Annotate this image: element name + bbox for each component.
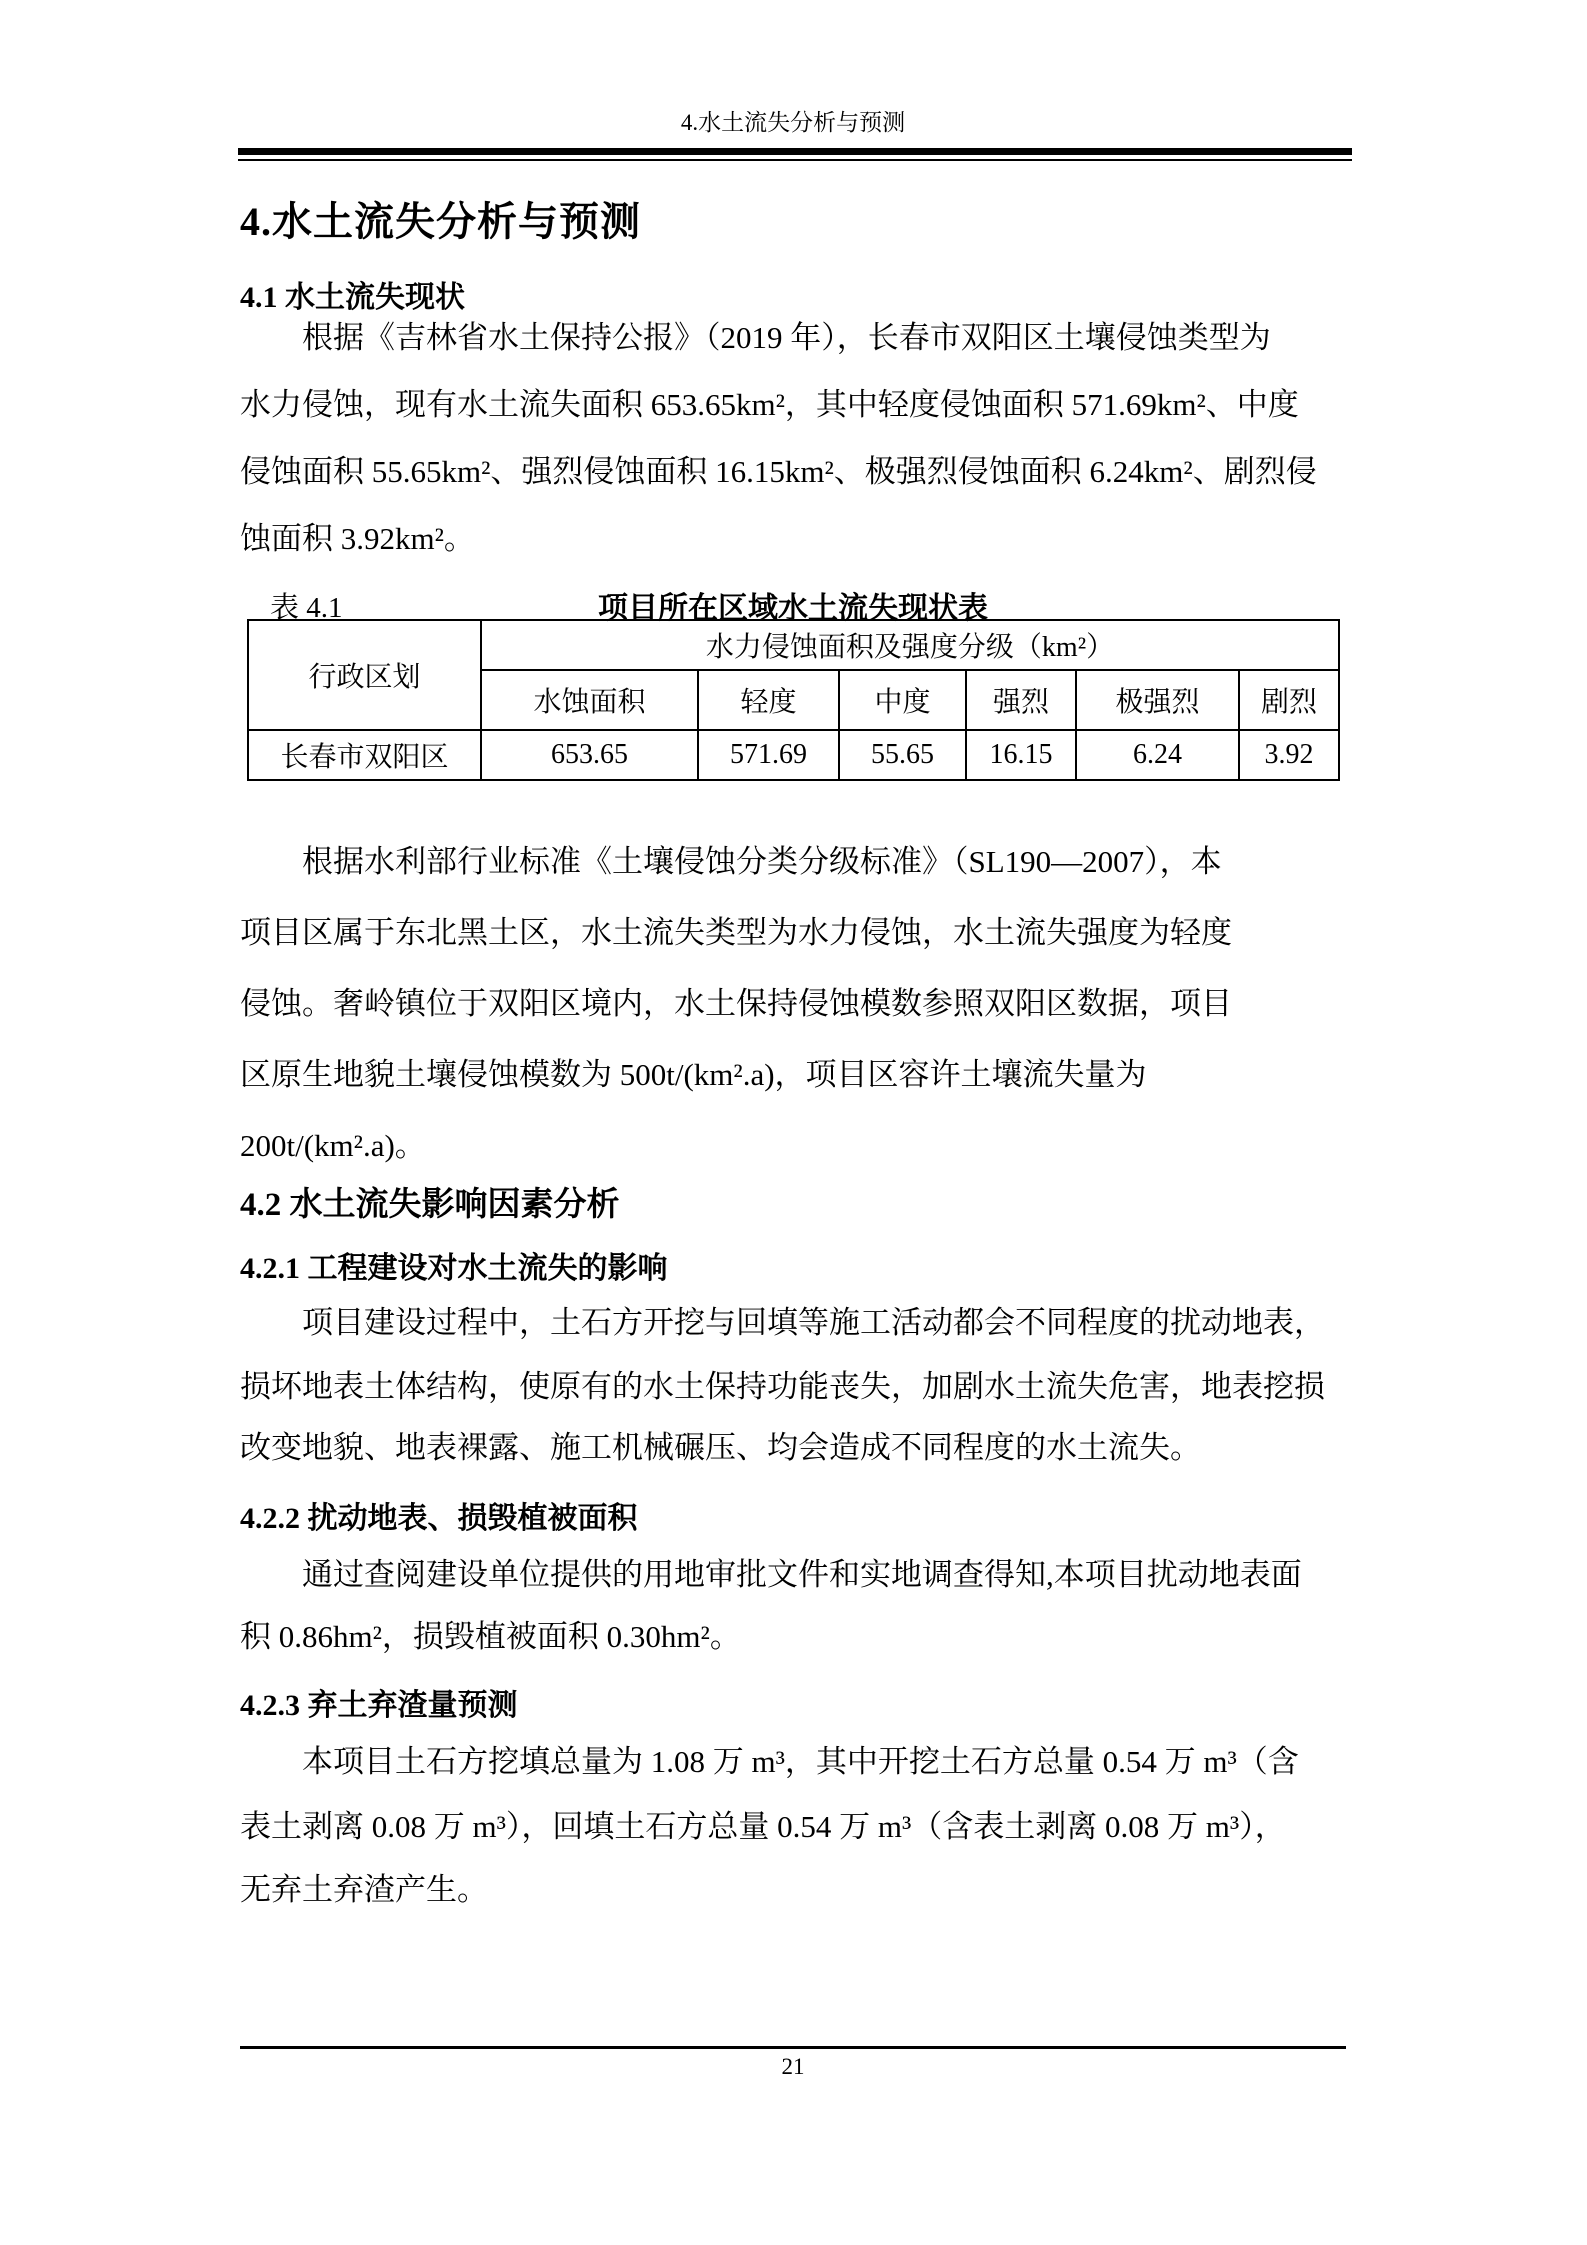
table-value-cell: 16.15 <box>966 730 1076 780</box>
paragraph-line: 通过查阅建设单位提供的用地审批文件和实地调查得知,本项目扰动地表面 <box>302 1557 1302 1592</box>
page-number: 21 <box>781 2054 805 2079</box>
paragraph-line: 改变地貌、地表裸露、施工机械碾压、均会造成不同程度的水土流失。 <box>240 1430 1201 1465</box>
table-col-header-cell: 水蚀面积 <box>481 670 698 730</box>
section-heading-4-2: 4.2 水土流失影响因素分析 <box>240 1187 620 1223</box>
erosion-status-table <box>247 619 1340 781</box>
paragraph-line: 200t/(km².a)。 <box>240 1128 426 1163</box>
table-col-header-cell: 剧烈 <box>1239 670 1339 730</box>
table-value-cell: 6.24 <box>1076 730 1239 780</box>
section-heading-4-2-3: 4.2.3 弃土弃渣量预测 <box>240 1689 518 1722</box>
paragraph-line: 表土剥离 0.08 万 m³），回填土石方总量 0.54 万 m³（含表土剥离 0.08 万 m³）， <box>240 1809 1286 1844</box>
paragraph-line: 项目建设过程中，土石方开挖与回填等施工活动都会不同程度的扰动地表， <box>302 1305 1325 1340</box>
header-rule-thick <box>238 148 1352 155</box>
paragraph-line: 侵蚀面积 55.65km²、强烈侵蚀面积 16.15km²、极强烈侵蚀面积 6.24km²、剧烈侵 <box>240 454 1317 489</box>
paragraph-line: 损坏地表土体结构，使原有的水土保持功能丧失，加剧水土流失危害，地表挖损 <box>240 1369 1325 1404</box>
table-value-cell: 653.65 <box>481 730 698 780</box>
paragraph-line: 侵蚀。奢岭镇位于双阳区境内，水土保持侵蚀模数参照双阳区数据，项目 <box>240 986 1232 1021</box>
table-row-header-cell: 行政区划 <box>248 620 481 730</box>
paragraph-line: 区原生地貌土壤侵蚀模数为 500t/(km².a)，项目区容许土壤流失量为 <box>240 1057 1147 1092</box>
paragraph-line: 积 0.86hm²，损毁植被面积 0.30hm²。 <box>240 1619 741 1654</box>
table-col-header-cell: 强烈 <box>966 670 1076 730</box>
table-value-cell: 571.69 <box>698 730 839 780</box>
section-heading-4-2-2: 4.2.2 扰动地表、损毁植被面积 <box>240 1502 638 1535</box>
table-caption-label: 表 4.1 <box>270 592 343 624</box>
paragraph-line: 项目区属于东北黑土区，水土流失类型为水力侵蚀，水土流失强度为轻度 <box>240 915 1232 950</box>
table-col-header-cell: 轻度 <box>698 670 839 730</box>
table-value-cell: 3.92 <box>1239 730 1339 780</box>
section-heading-4-2-1: 4.2.1 工程建设对水土流失的影响 <box>240 1252 668 1285</box>
paragraph-line: 本项目土石方挖填总量为 1.08 万 m³，其中开挖土石方总量 0.54 万 m³（含 <box>302 1744 1299 1779</box>
footer-rule <box>240 2046 1346 2049</box>
table-col-header-cell: 极强烈 <box>1076 670 1239 730</box>
paragraph-line: 根据《吉林省水土保持公报》（2019 年），长春市双阳区土壤侵蚀类型为 <box>302 320 1271 355</box>
table-value-cell: 55.65 <box>839 730 966 780</box>
table-col-group-header-cell: 水力侵蚀面积及强度分级（km²） <box>481 620 1339 670</box>
table-region-cell: 长春市双阳区 <box>248 730 481 780</box>
paragraph-line: 无弃土弃渣产生。 <box>240 1872 488 1907</box>
paragraph-line: 蚀面积 3.92km²。 <box>240 521 475 556</box>
paragraph-line: 根据水利部行业标准《土壤侵蚀分类分级标准》（SL190—2007），本 <box>302 844 1222 879</box>
header-rule-thin <box>238 159 1352 161</box>
section-heading-4-1: 4.1 水土流失现状 <box>240 281 465 314</box>
running-header: 4.水土流失分析与预测 <box>680 110 906 135</box>
table-caption-title: 项目所在区域水土流失现状表 <box>598 592 988 625</box>
table-row <box>248 730 1339 780</box>
chapter-title: 4.水土流失分析与预测 <box>240 199 641 244</box>
table-col-header-cell: 中度 <box>839 670 966 730</box>
paragraph-line: 水力侵蚀，现有水土流失面积 653.65km²，其中轻度侵蚀面积 571.69km²、中度 <box>240 387 1299 422</box>
